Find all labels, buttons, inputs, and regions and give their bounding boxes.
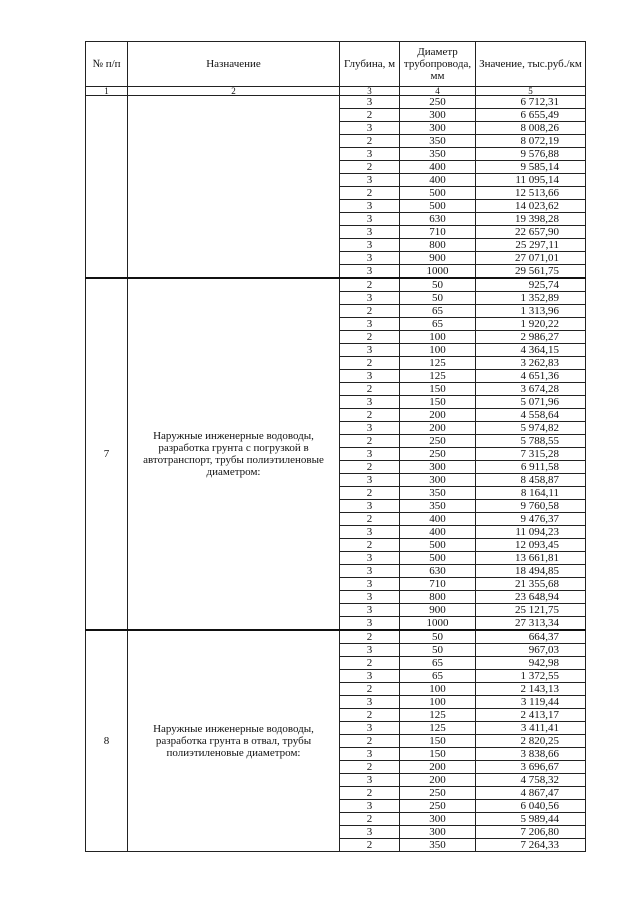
depth-cell: 3 [340, 578, 400, 591]
diameter-cell: 350 [400, 839, 476, 852]
depth-cell: 3 [340, 526, 400, 539]
value-cell: 23 648,94 [476, 591, 586, 604]
group-purpose: Наружные инженерные водоводы, разработка грунта с погрузкой в автотранспорт, трубы полиэтиленовые диаметром: [128, 278, 340, 630]
price-table [85, 41, 586, 852]
depth-cell: 3 [340, 200, 400, 213]
header-num: № п/п [86, 42, 128, 87]
table-group [86, 630, 586, 852]
value-cell: 25 121,75 [476, 604, 586, 617]
diameter-cell: 125 [400, 722, 476, 735]
diameter-cell: 65 [400, 318, 476, 331]
table-group [86, 278, 586, 630]
depth-cell: 3 [340, 370, 400, 383]
diameter-cell: 900 [400, 252, 476, 265]
depth-cell: 2 [340, 109, 400, 122]
depth-cell: 3 [340, 774, 400, 787]
header-depth: Глубина, м [340, 42, 400, 87]
group-purpose [128, 96, 340, 279]
value-cell: 4 758,32 [476, 774, 586, 787]
diameter-cell: 200 [400, 774, 476, 787]
depth-cell: 3 [340, 552, 400, 565]
value-cell: 6 040,56 [476, 800, 586, 813]
diameter-cell: 150 [400, 735, 476, 748]
depth-cell: 3 [340, 96, 400, 109]
value-cell: 925,74 [476, 278, 586, 292]
depth-cell: 3 [340, 500, 400, 513]
diameter-cell: 150 [400, 396, 476, 409]
depth-cell: 3 [340, 213, 400, 226]
value-cell: 7 264,33 [476, 839, 586, 852]
value-cell: 1 372,55 [476, 670, 586, 683]
diameter-cell: 50 [400, 278, 476, 292]
diameter-cell: 300 [400, 122, 476, 135]
diameter-cell: 800 [400, 239, 476, 252]
diameter-cell: 630 [400, 213, 476, 226]
depth-cell: 3 [340, 122, 400, 135]
value-cell: 9 576,88 [476, 148, 586, 161]
diameter-cell: 250 [400, 448, 476, 461]
document-page [85, 41, 585, 852]
header-purpose: Назначение [128, 42, 340, 87]
depth-cell: 2 [340, 187, 400, 200]
value-cell: 967,03 [476, 644, 586, 657]
diameter-cell: 125 [400, 370, 476, 383]
value-cell: 2 143,13 [476, 683, 586, 696]
depth-cell: 3 [340, 344, 400, 357]
depth-cell: 2 [340, 331, 400, 344]
depth-cell: 2 [340, 813, 400, 826]
value-cell: 3 411,41 [476, 722, 586, 735]
depth-cell: 3 [340, 422, 400, 435]
diameter-cell: 250 [400, 96, 476, 109]
value-cell: 25 297,11 [476, 239, 586, 252]
diameter-cell: 50 [400, 644, 476, 657]
diameter-cell: 65 [400, 657, 476, 670]
diameter-cell: 150 [400, 383, 476, 396]
depth-cell: 3 [340, 292, 400, 305]
value-cell: 6 911,58 [476, 461, 586, 474]
diameter-cell: 630 [400, 565, 476, 578]
depth-cell: 3 [340, 644, 400, 657]
diameter-cell: 65 [400, 670, 476, 683]
value-cell: 2 413,17 [476, 709, 586, 722]
depth-cell: 3 [340, 591, 400, 604]
depth-cell: 2 [340, 409, 400, 422]
value-cell: 4 364,15 [476, 344, 586, 357]
diameter-cell: 500 [400, 200, 476, 213]
diameter-cell: 65 [400, 305, 476, 318]
group-purpose: Наружные инженерные водоводы, разработка грунта в отвал, трубы полиэтиленовые диаметром: [128, 630, 340, 852]
diameter-cell: 1000 [400, 617, 476, 631]
diameter-cell: 100 [400, 696, 476, 709]
diameter-cell: 50 [400, 630, 476, 644]
diameter-cell: 200 [400, 761, 476, 774]
depth-cell: 2 [340, 735, 400, 748]
depth-cell: 3 [340, 670, 400, 683]
value-cell: 6 655,49 [476, 109, 586, 122]
diameter-cell: 400 [400, 526, 476, 539]
depth-cell: 2 [340, 683, 400, 696]
header-value: Значение, тыс.руб./км [476, 42, 586, 87]
depth-cell: 2 [340, 709, 400, 722]
value-cell: 27 313,34 [476, 617, 586, 631]
value-cell: 3 838,66 [476, 748, 586, 761]
value-cell: 7 315,28 [476, 448, 586, 461]
diameter-cell: 300 [400, 461, 476, 474]
table-row [86, 278, 586, 292]
diameter-cell: 350 [400, 487, 476, 500]
depth-cell: 2 [340, 383, 400, 396]
column-number: 1 [86, 87, 128, 96]
value-cell: 4 867,47 [476, 787, 586, 800]
value-cell: 9 760,58 [476, 500, 586, 513]
diameter-cell: 500 [400, 552, 476, 565]
depth-cell: 3 [340, 565, 400, 578]
depth-cell: 2 [340, 657, 400, 670]
column-number: 5 [476, 87, 586, 96]
depth-cell: 3 [340, 696, 400, 709]
diameter-cell: 250 [400, 787, 476, 800]
diameter-cell: 200 [400, 409, 476, 422]
diameter-cell: 400 [400, 513, 476, 526]
diameter-cell: 150 [400, 748, 476, 761]
value-cell: 27 071,01 [476, 252, 586, 265]
diameter-cell: 350 [400, 135, 476, 148]
diameter-cell: 400 [400, 174, 476, 187]
depth-cell: 2 [340, 135, 400, 148]
depth-cell: 2 [340, 461, 400, 474]
value-cell: 12 093,45 [476, 539, 586, 552]
group-number [86, 96, 128, 279]
value-cell: 7 206,80 [476, 826, 586, 839]
value-cell: 29 561,75 [476, 265, 586, 279]
value-cell: 6 712,31 [476, 96, 586, 109]
column-number: 2 [128, 87, 340, 96]
value-cell: 21 355,68 [476, 578, 586, 591]
diameter-cell: 400 [400, 161, 476, 174]
depth-cell: 2 [340, 539, 400, 552]
diameter-cell: 100 [400, 344, 476, 357]
value-cell: 13 661,81 [476, 552, 586, 565]
depth-cell: 2 [340, 435, 400, 448]
diameter-cell: 125 [400, 709, 476, 722]
diameter-cell: 500 [400, 539, 476, 552]
depth-cell: 2 [340, 357, 400, 370]
diameter-cell: 250 [400, 435, 476, 448]
depth-cell: 3 [340, 722, 400, 735]
depth-cell: 3 [340, 239, 400, 252]
value-cell: 3 262,83 [476, 357, 586, 370]
value-cell: 1 352,89 [476, 292, 586, 305]
value-cell: 5 974,82 [476, 422, 586, 435]
depth-cell: 3 [340, 148, 400, 161]
value-cell: 18 494,85 [476, 565, 586, 578]
depth-cell: 3 [340, 800, 400, 813]
value-cell: 3 696,67 [476, 761, 586, 774]
diameter-cell: 500 [400, 187, 476, 200]
value-cell: 3 119,44 [476, 696, 586, 709]
depth-cell: 3 [340, 826, 400, 839]
diameter-cell: 350 [400, 500, 476, 513]
diameter-cell: 125 [400, 357, 476, 370]
value-cell: 8 008,26 [476, 122, 586, 135]
depth-cell: 3 [340, 617, 400, 631]
diameter-cell: 350 [400, 148, 476, 161]
value-cell: 2 986,27 [476, 331, 586, 344]
diameter-cell: 300 [400, 826, 476, 839]
depth-cell: 3 [340, 252, 400, 265]
value-cell: 12 513,66 [476, 187, 586, 200]
depth-cell: 3 [340, 748, 400, 761]
diameter-cell: 100 [400, 683, 476, 696]
value-cell: 3 674,28 [476, 383, 586, 396]
value-cell: 1 920,22 [476, 318, 586, 331]
diameter-cell: 100 [400, 331, 476, 344]
value-cell: 8 072,19 [476, 135, 586, 148]
value-cell: 1 313,96 [476, 305, 586, 318]
value-cell: 22 657,90 [476, 226, 586, 239]
diameter-cell: 710 [400, 226, 476, 239]
value-cell: 14 023,62 [476, 200, 586, 213]
depth-cell: 2 [340, 839, 400, 852]
depth-cell: 2 [340, 161, 400, 174]
group-number: 8 [86, 630, 128, 852]
value-cell: 19 398,28 [476, 213, 586, 226]
depth-cell: 3 [340, 318, 400, 331]
column-number: 4 [400, 87, 476, 96]
diameter-cell: 250 [400, 800, 476, 813]
value-cell: 9 476,37 [476, 513, 586, 526]
depth-cell: 3 [340, 174, 400, 187]
diameter-cell: 800 [400, 591, 476, 604]
value-cell: 4 651,36 [476, 370, 586, 383]
value-cell: 2 820,25 [476, 735, 586, 748]
value-cell: 8 164,11 [476, 487, 586, 500]
depth-cell: 2 [340, 487, 400, 500]
column-number-row [86, 87, 586, 96]
diameter-cell: 50 [400, 292, 476, 305]
diameter-cell: 300 [400, 109, 476, 122]
depth-cell: 3 [340, 604, 400, 617]
diameter-cell: 900 [400, 604, 476, 617]
value-cell: 9 585,14 [476, 161, 586, 174]
diameter-cell: 300 [400, 813, 476, 826]
value-cell: 664,37 [476, 630, 586, 644]
depth-cell: 3 [340, 396, 400, 409]
depth-cell: 2 [340, 513, 400, 526]
value-cell: 11 095,14 [476, 174, 586, 187]
value-cell: 5 788,55 [476, 435, 586, 448]
group-number: 7 [86, 278, 128, 630]
diameter-cell: 1000 [400, 265, 476, 279]
depth-cell: 3 [340, 265, 400, 279]
diameter-cell: 710 [400, 578, 476, 591]
value-cell: 5 989,44 [476, 813, 586, 826]
depth-cell: 2 [340, 305, 400, 318]
value-cell: 4 558,64 [476, 409, 586, 422]
header-diameter: Диаметр трубопровода, мм [400, 42, 476, 87]
depth-cell: 3 [340, 474, 400, 487]
value-cell: 5 071,96 [476, 396, 586, 409]
depth-cell: 2 [340, 787, 400, 800]
depth-cell: 3 [340, 448, 400, 461]
depth-cell: 2 [340, 278, 400, 292]
value-cell: 8 458,87 [476, 474, 586, 487]
depth-cell: 3 [340, 226, 400, 239]
header-row [86, 42, 586, 87]
column-number: 3 [340, 87, 400, 96]
value-cell: 11 094,23 [476, 526, 586, 539]
table-row [86, 96, 586, 109]
table-group [86, 96, 586, 279]
value-cell: 942,98 [476, 657, 586, 670]
diameter-cell: 200 [400, 422, 476, 435]
diameter-cell: 300 [400, 474, 476, 487]
table-row [86, 630, 586, 644]
depth-cell: 2 [340, 630, 400, 644]
depth-cell: 2 [340, 761, 400, 774]
